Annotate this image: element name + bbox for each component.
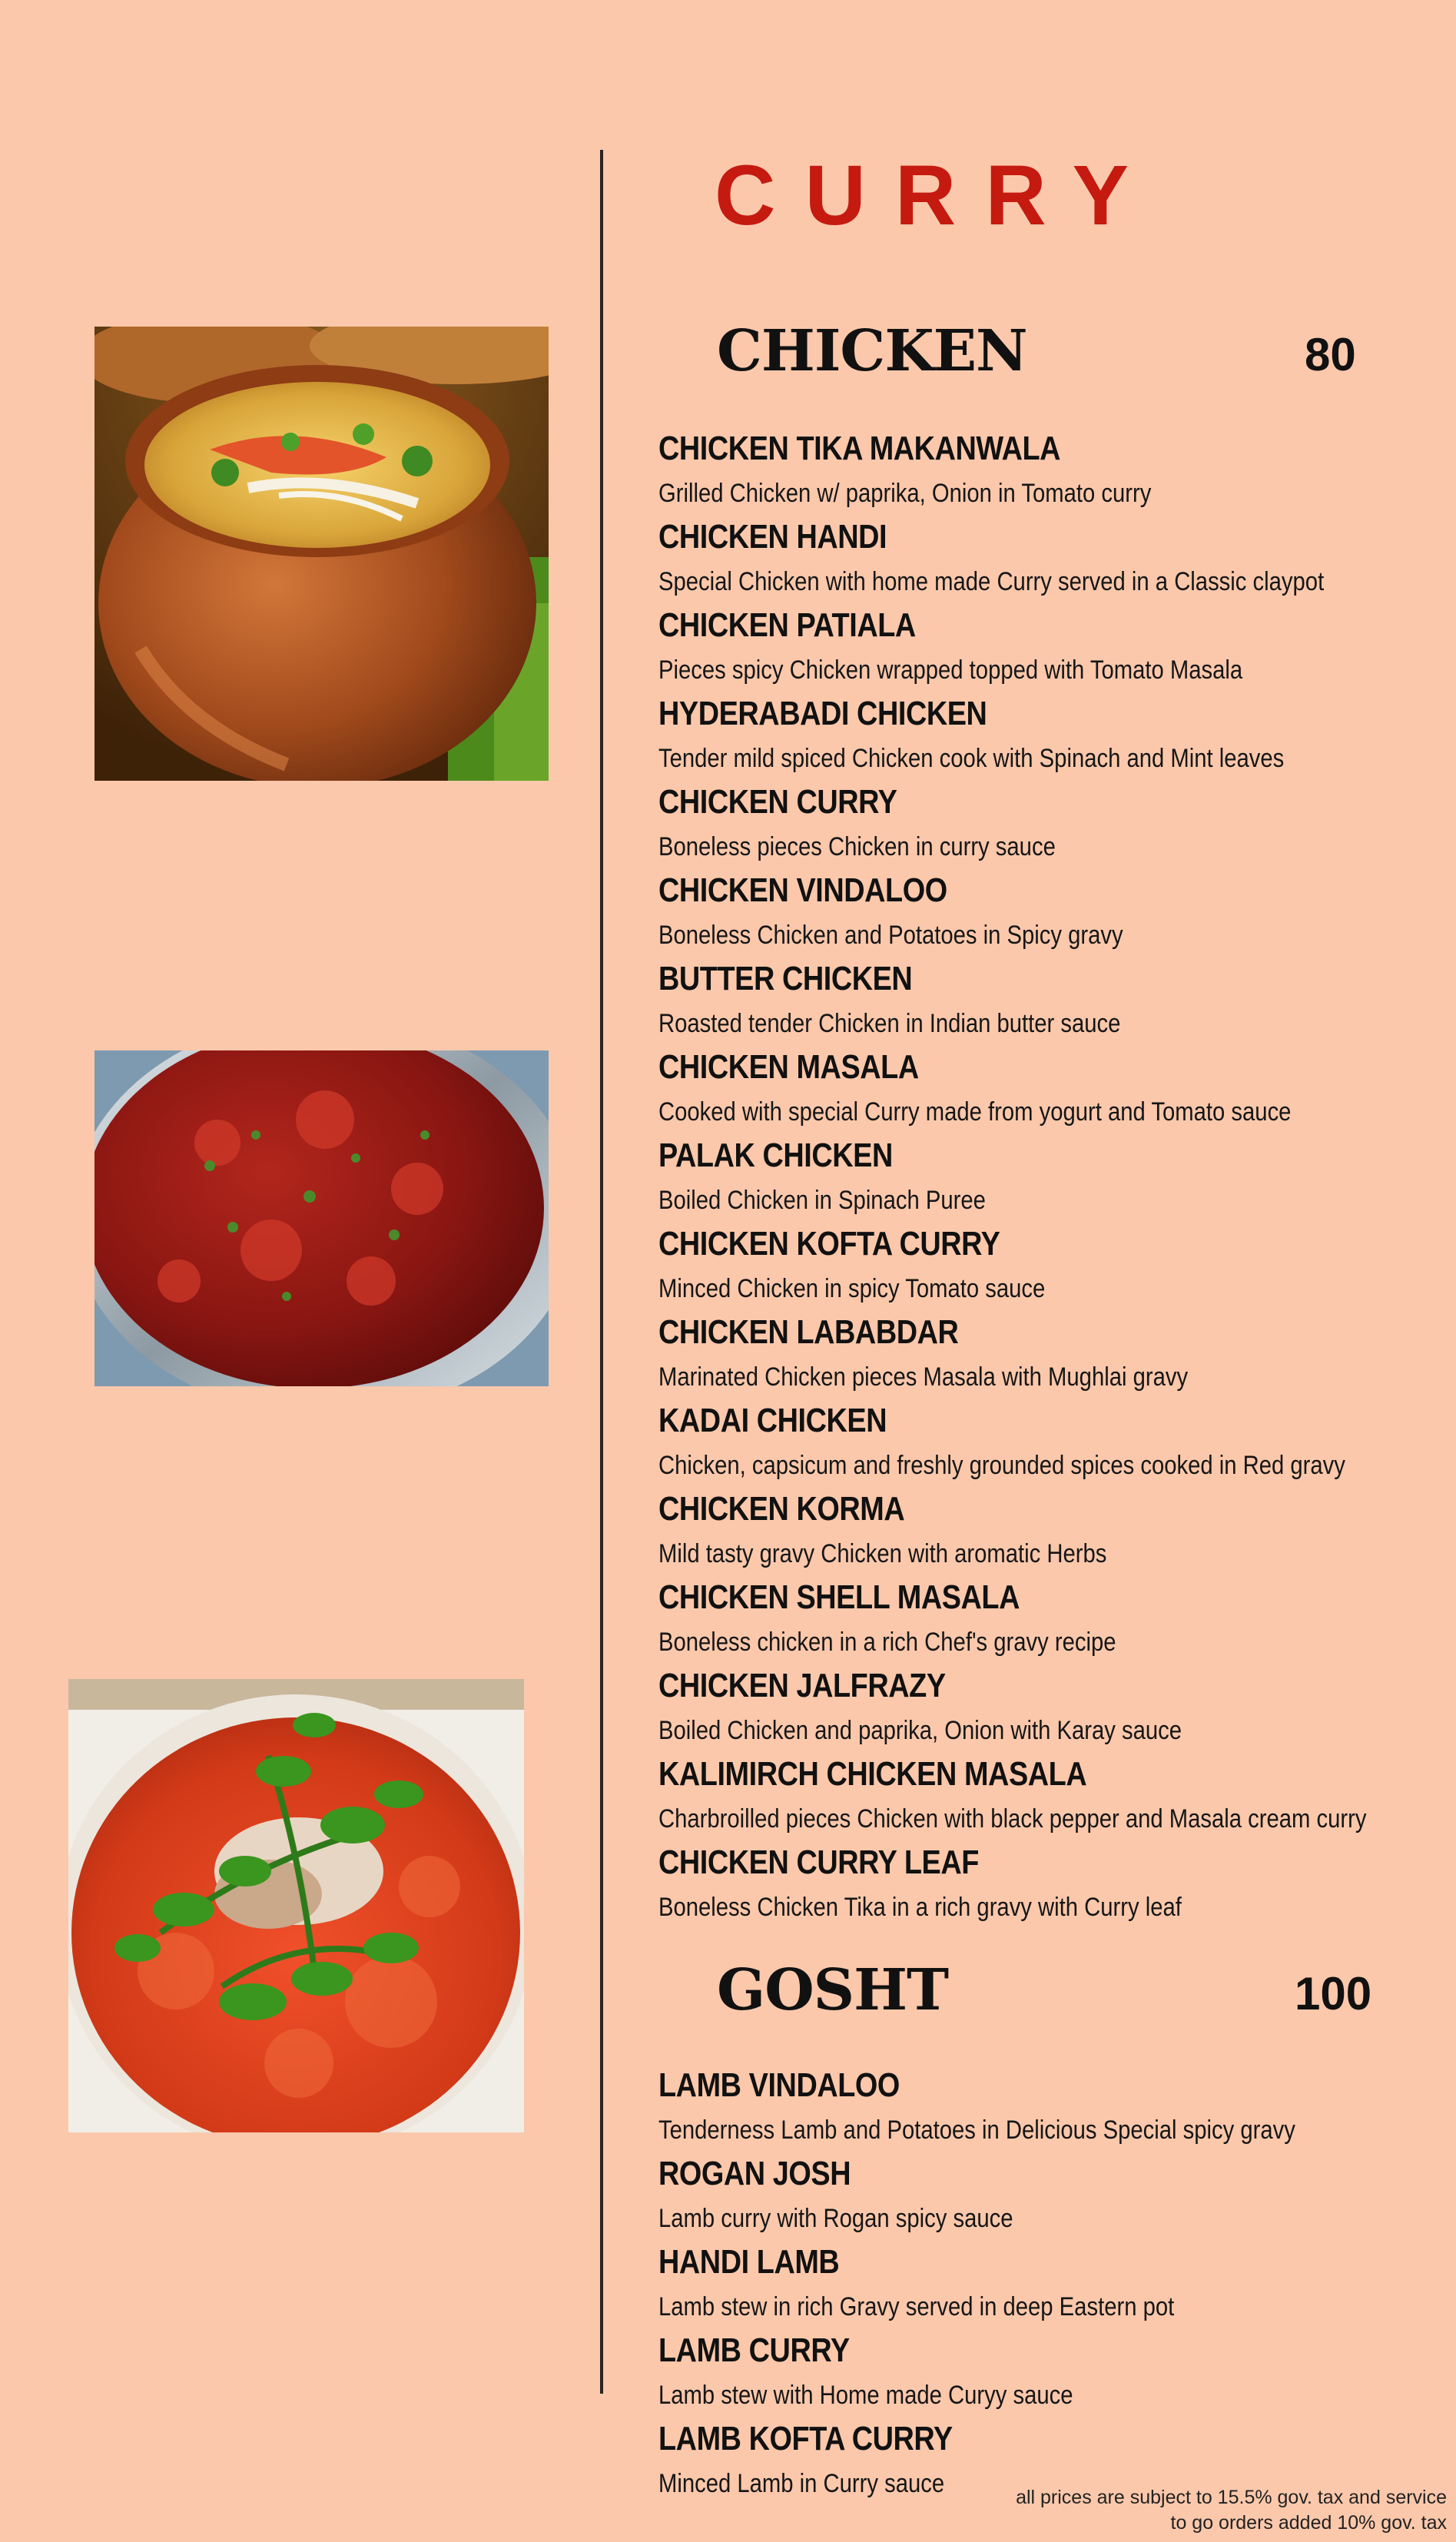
section-title-gosht: GOSHT: [717, 1957, 949, 2023]
menu-item-description: Grilled Chicken w/ paprika, Onion in Tomato curry: [658, 479, 1152, 508]
menu-item-description: Lamb stew with Home made Curyy sauce: [658, 2381, 1073, 2410]
menu-item: [658, 429, 1434, 517]
chicken-section-header: [717, 318, 1362, 400]
menu-item-description: Lamb stew in rich Gravy served in deep Eastern pot: [658, 2292, 1175, 2321]
menu-item: [658, 694, 1434, 782]
menu-item-description: Boneless Chicken and Potatoes in Spicy gravy: [658, 921, 1123, 950]
menu-item-name: KALIMIRCH CHICKEN MASALA: [658, 1755, 1087, 1793]
menu-item-name: LAMB VINDALOO: [658, 2066, 900, 2104]
menu-item-name: PALAK CHICKEN: [658, 1137, 893, 1174]
menu-item-description: Pieces spicy Chicken wrapped topped with Tomato Masala: [658, 655, 1243, 685]
menu-item: [658, 1666, 1434, 1754]
menu-item-description: Minced Lamb in Curry sauce: [658, 2469, 945, 2498]
menu-item: [658, 871, 1434, 959]
menu-item-description: Special Chicken with home made Curry served in a Classic claypot: [658, 567, 1325, 596]
menu-item-name: CHICKEN SHELL MASALA: [658, 1578, 1020, 1616]
menu-item-name: CHICKEN JALFRAZY: [658, 1667, 946, 1704]
menu-item: [658, 2066, 1434, 2154]
tax-note-line-2: to go orders added 10% gov. tax: [1170, 2512, 1447, 2534]
menu-item-name: CHICKEN CURRY LEAF: [658, 1843, 979, 1881]
menu-item: [658, 1754, 1434, 1843]
menu-item-description: Mild tasty gravy Chicken with aromatic Herbs: [658, 1539, 1107, 1568]
menu-item-description: Boneless chicken in a rich Chef's gravy recipe: [658, 1628, 1116, 1657]
tax-footnote: [755, 2485, 1447, 2536]
menu-item-name: CHICKEN LABABDAR: [658, 1313, 959, 1351]
menu-item: [658, 1224, 1434, 1312]
menu-item: [658, 1401, 1434, 1489]
section-price-gosht: 100: [1295, 1968, 1372, 2019]
menu-item-name: CHICKEN VINDALOO: [658, 871, 947, 909]
menu-item: [658, 1047, 1434, 1136]
menu-item-name: CHICKEN PATIALA: [658, 606, 916, 644]
menu-item: [658, 1843, 1434, 1931]
menu-item-description: Charbroilled pieces Chicken with black pepper and Masala cream curry: [658, 1804, 1367, 1833]
section-title-chicken: CHICKEN: [717, 318, 1027, 384]
menu-item-name: ROGAN JOSH: [658, 2155, 851, 2192]
menu-item-name: CHICKEN TIKA MAKANWALA: [658, 430, 1061, 467]
menu-item: [658, 1578, 1434, 1666]
menu-item-name: HYDERABADI CHICKEN: [658, 695, 987, 732]
menu-item-description: Roasted tender Chicken in Indian butter sauce: [658, 1009, 1121, 1038]
menu-item-description: Boneless Chicken Tika in a rich gravy with Curry leaf: [658, 1893, 1182, 1922]
menu-item: [658, 517, 1434, 606]
menu-item-description: Chicken, capsicum and freshly grounded spices cooked in Red gravy: [658, 1451, 1345, 1480]
menu-item: [658, 606, 1434, 694]
menu-item-description: Cooked with special Curry made from yogurt and Tomato sauce: [658, 1097, 1292, 1127]
gosht-section-header: [717, 1957, 1372, 2039]
menu-item-name: CHICKEN CURRY: [658, 783, 897, 821]
menu-item: [658, 1312, 1434, 1401]
menu-item-description: Tenderness Lamb and Potatoes in Delicious Special spicy gravy: [658, 2116, 1295, 2145]
menu-item: [658, 2242, 1434, 2331]
menu-item: [658, 1489, 1434, 1578]
chicken-masala-bowl-photo: [95, 1050, 549, 1386]
menu-item-name: CHICKEN MASALA: [658, 1048, 919, 1086]
menu-item-name: CHICKEN KORMA: [658, 1490, 905, 1528]
menu-item-description: Boiled Chicken and paprika, Onion with Karay sauce: [658, 1716, 1182, 1745]
section-price-chicken: 80: [1305, 329, 1356, 380]
menu-item-description: Marinated Chicken pieces Masala with Mughlai gravy: [658, 1362, 1189, 1392]
menu-item-description: Boneless pieces Chicken in curry sauce: [658, 832, 1056, 861]
menu-title: CURRY: [715, 148, 1159, 243]
menu-item-name: HANDI LAMB: [658, 2243, 840, 2281]
gosht-items-list: [658, 2066, 1434, 2507]
menu-item-name: LAMB KOFTA CURRY: [658, 2420, 953, 2457]
menu-item-name: KADAI CHICKEN: [658, 1402, 887, 1439]
menu-item: [658, 1136, 1434, 1224]
menu-item: [658, 959, 1434, 1047]
vertical-divider: [600, 150, 603, 2394]
menu-item-description: Boiled Chicken in Spinach Puree: [658, 1186, 986, 1215]
menu-item-name: LAMB CURRY: [658, 2331, 850, 2369]
tomato-curry-photo: [68, 1679, 524, 2132]
menu-item-name: CHICKEN HANDI: [658, 518, 887, 556]
clay-pot-curry-photo: [95, 327, 549, 781]
menu-item: [658, 2331, 1434, 2419]
menu-item-description: Lamb curry with Rogan spicy sauce: [658, 2204, 1013, 2233]
menu-item-name: BUTTER CHICKEN: [658, 960, 913, 997]
menu-item-description: Tender mild spiced Chicken cook with Spinach and Mint leaves: [658, 744, 1285, 773]
menu-item: [658, 782, 1434, 871]
menu-item-description: Minced Chicken in spicy Tomato sauce: [658, 1274, 1046, 1303]
menu-item: [658, 2154, 1434, 2242]
tax-note-line-1: all prices are subject to 15.5% gov. tax and service: [1016, 2487, 1447, 2508]
menu-item-name: CHICKEN KOFTA CURRY: [658, 1225, 1000, 1263]
chicken-items-list: [658, 429, 1434, 1931]
